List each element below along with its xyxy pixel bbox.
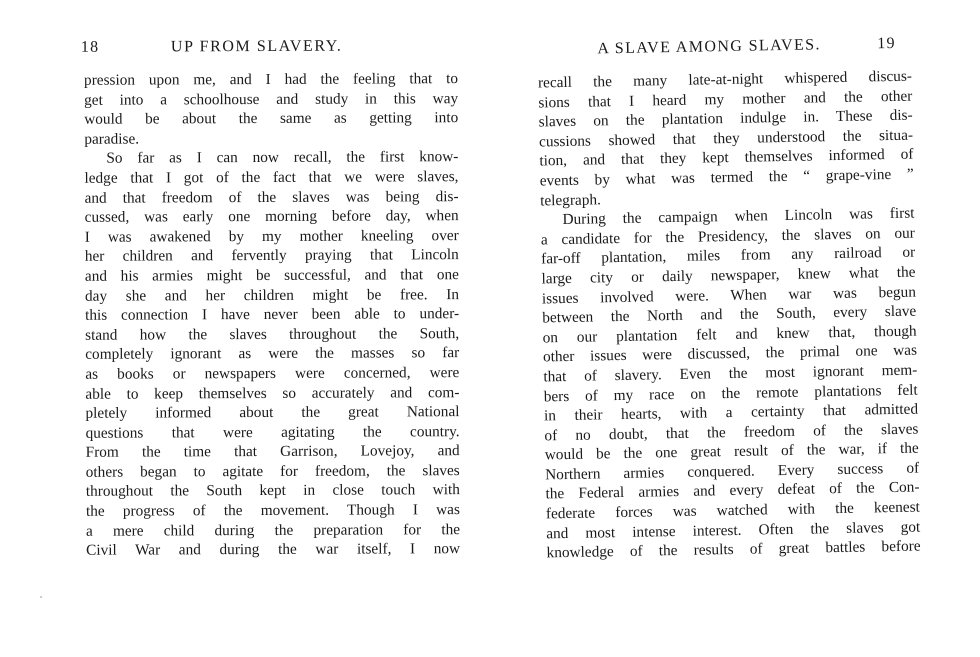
text-line: would be the one great result of the war, if the bbox=[544, 439, 919, 464]
text-line: between the North and the South, every slave bbox=[542, 302, 917, 327]
text-line: this connection I have never been able to under- bbox=[85, 305, 460, 324]
text-line: the progress of the movement. Though I was bbox=[85, 501, 460, 520]
text-line: ledge that I got of the fact that we were slaves, bbox=[84, 168, 459, 187]
left-page bbox=[0, 0, 492, 654]
text-line: tion, and that they kept themselves informed of bbox=[539, 145, 914, 170]
text-line: cussed, was early one morning before day, when bbox=[84, 207, 459, 226]
text-line: issues involved were. When war was begun bbox=[541, 283, 917, 307]
body-text bbox=[538, 67, 921, 564]
text-line: in their hearts, with a certainty that admitted bbox=[543, 400, 919, 425]
text-line: So far as I can now recall, the first know- bbox=[106, 148, 459, 168]
text-line: get into a schoolhouse and study in this way bbox=[84, 89, 459, 109]
text-line: bers of my race on the remote plantations felt bbox=[543, 381, 918, 405]
text-line: telegraph. bbox=[539, 190, 602, 210]
text-line: paradise. bbox=[84, 130, 140, 148]
text-line: day she and her children might be free. In bbox=[84, 285, 460, 305]
text-line: and that freedom of the slaves was being dis- bbox=[84, 187, 459, 207]
text-line: far-off plantation, miles from any railroad or bbox=[541, 243, 916, 268]
text-line: Civil War and during the war itself, I now bbox=[86, 540, 461, 560]
right-page bbox=[485, 0, 980, 657]
text-line: Northern armies conquered. Every success of bbox=[545, 459, 920, 484]
text-line: During the campaign when Lincoln was first bbox=[562, 204, 915, 229]
text-line: From the time that Garrison, Lovejoy, and bbox=[85, 442, 460, 462]
text-line: as books or newspapers were concerned, were bbox=[85, 364, 460, 383]
text-line: slaves on the plantation indulge in. These dis- bbox=[538, 106, 913, 131]
text-line: that of slavery. Even the most ignorant mem- bbox=[543, 361, 918, 386]
page-number: 18 bbox=[80, 38, 100, 56]
text-line: the Federal armies and every defeat of the Con- bbox=[545, 479, 920, 503]
text-line: would be about the same as getting into bbox=[84, 109, 459, 128]
text-line: able to keep themselves so accurately and com- bbox=[85, 383, 460, 403]
running-head: UP FROM SLAVERY. bbox=[170, 37, 343, 56]
text-line: stand how the slaves throughout the South, bbox=[85, 324, 460, 344]
text-line: pression upon me, and I had the feeling that to bbox=[84, 70, 459, 89]
scan-speck bbox=[40, 596, 42, 598]
text-line: and most intense interest. Often the slaves got bbox=[546, 518, 921, 543]
text-line: other issues were discussed, the primal one was bbox=[542, 341, 918, 366]
text-line: pletely informed about the great National bbox=[85, 403, 460, 422]
text-line: throughout the South kept in close touch with bbox=[85, 481, 460, 501]
text-line: a candidate for the Presidency, the slaves on our bbox=[540, 224, 915, 249]
text-line: others began to agitate for freedom, the slaves bbox=[85, 462, 460, 481]
text-line: federate forces was watched with the keenest bbox=[545, 498, 920, 523]
text-line: on our plantation felt and knew that, though bbox=[542, 322, 917, 347]
text-line: I was awakened by my mother kneeling over bbox=[84, 226, 459, 246]
text-line: events by what was termed the “ grape-vine ” bbox=[539, 165, 914, 190]
body-text bbox=[84, 69, 460, 560]
text-line: questions that were agitating the country. bbox=[85, 422, 460, 442]
text-line: and his armies might be successful, and that one bbox=[84, 266, 459, 285]
text-line: knowledge of the results of great battles before bbox=[546, 537, 921, 562]
text-line: of no doubt, that the freedom of the slaves bbox=[544, 420, 919, 445]
text-line: recall the many late-at-night whispered discus- bbox=[537, 67, 913, 92]
text-line: large city or daily newspaper, knew what the bbox=[541, 263, 916, 288]
page-number: 19 bbox=[877, 34, 896, 53]
text-line: sions that I heard my mother and the other bbox=[538, 87, 913, 112]
text-line: cussions showed that they understood the situa- bbox=[538, 126, 914, 151]
text-line: her children and fervently praying that Lincoln bbox=[84, 246, 459, 266]
text-line: a mere child during the preparation for the bbox=[85, 520, 461, 540]
text-line: completely ignorant as were the masses so far bbox=[85, 344, 460, 364]
running-head: A SLAVE AMONG SLAVES. bbox=[597, 36, 822, 58]
